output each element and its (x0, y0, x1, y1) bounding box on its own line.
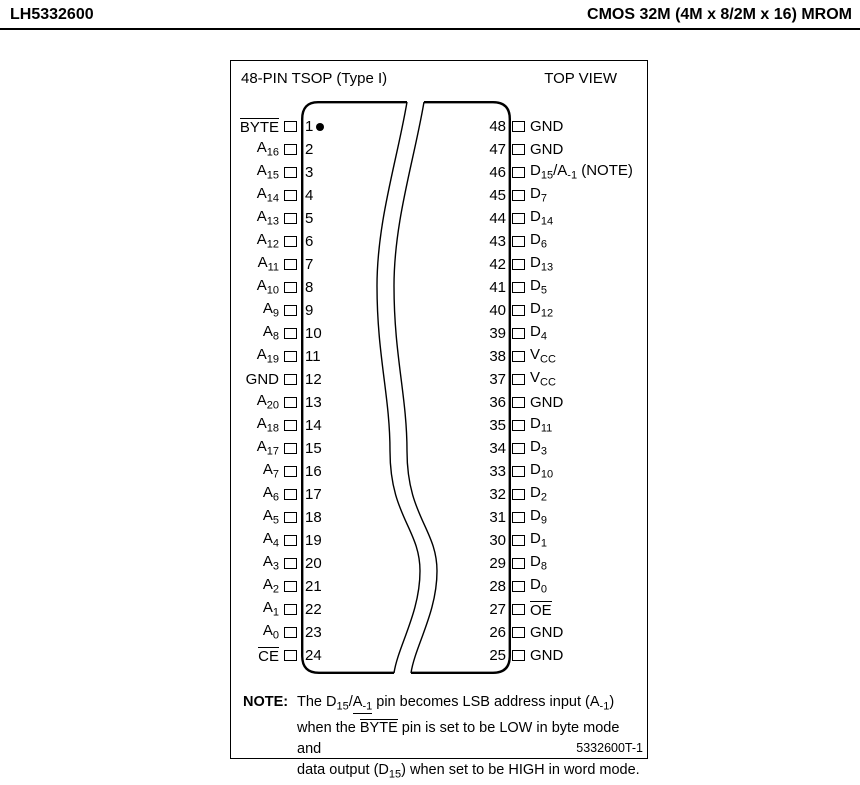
pin-number: 13 (305, 395, 322, 410)
note-text (297, 692, 641, 785)
pin-label: $A_{10}$ (231, 278, 279, 297)
pin-label: $A_8$ (231, 324, 279, 343)
pin-square (512, 213, 525, 224)
break-lines (377, 102, 437, 673)
pin-label: $A_7$ (231, 462, 279, 481)
pin-square (512, 581, 525, 592)
pin-square (284, 466, 297, 477)
pin-square (284, 305, 297, 316)
pin-row (461, 322, 647, 345)
pin-label: $D_6$ (530, 232, 547, 251)
pin-number: 31 (461, 510, 506, 525)
pin-label: $V_{CC}$ (530, 370, 556, 389)
pin-number: 25 (461, 648, 506, 663)
pin-label: $A_0$ (231, 623, 279, 642)
pin-label: GND (530, 625, 563, 640)
pin-label: $A_{15}$ (231, 163, 279, 182)
pin-number: 16 (305, 464, 322, 479)
pin-row (461, 483, 647, 506)
pin-row (461, 575, 647, 598)
package-title: 48-PIN TSOP (Type I) (241, 70, 387, 87)
view-label: TOP VIEW (544, 70, 617, 87)
pin-square (512, 650, 525, 661)
pin-label: $V_{CC}$ (530, 347, 556, 366)
part-number: LH5332600 (10, 6, 94, 24)
pin-number: 10 (305, 326, 322, 341)
pin-row (461, 644, 647, 667)
pin-number: 22 (305, 602, 322, 617)
pin-number: 11 (305, 349, 321, 364)
pin-square (284, 512, 297, 523)
pin-number: 29 (461, 556, 506, 571)
pin-label: $A_4$ (231, 531, 279, 550)
pin-row (461, 437, 647, 460)
pin-row (461, 552, 647, 575)
pin-square (284, 121, 297, 132)
pin-label: $D_{12}$ (530, 301, 553, 320)
pin-square (512, 374, 525, 385)
pin-number: 17 (305, 487, 322, 502)
pin-label: $D_{11}$ (530, 416, 552, 435)
pin-row (231, 322, 371, 345)
pin-number: 46 (461, 165, 506, 180)
pin-number: 39 (461, 326, 506, 341)
note-line: when the BYTE pin is set to be LOW in byte mode and (297, 718, 641, 760)
pin-square (512, 466, 525, 477)
pin-label: $D_3$ (530, 439, 547, 458)
note (243, 692, 641, 785)
pin-number: 34 (461, 441, 506, 456)
pin-row (461, 253, 647, 276)
pin-label: $A_{16}$ (231, 140, 279, 159)
pin-number: 42 (461, 257, 506, 272)
pin-row (231, 506, 371, 529)
pin-row (461, 414, 647, 437)
pin-square (284, 650, 297, 661)
pin-label: $A_{13}$ (231, 209, 279, 228)
pin-number: 35 (461, 418, 506, 433)
pin-row (231, 184, 371, 207)
pin-label: $A_{18}$ (231, 416, 279, 435)
pin-number: 18 (305, 510, 322, 525)
pin-label: $D_7$ (530, 186, 547, 205)
pin-label: $A_{12}$ (231, 232, 279, 251)
pin-square (284, 535, 297, 546)
pin-square (284, 374, 297, 385)
pin-row (231, 391, 371, 414)
pin-number: 43 (461, 234, 506, 249)
pin-number: 12 (305, 372, 322, 387)
pin-row (461, 161, 647, 184)
pin-row (461, 299, 647, 322)
pin-row (461, 207, 647, 230)
pin-number: 8 (305, 280, 313, 295)
pin-square (284, 627, 297, 638)
pin-number: 9 (305, 303, 313, 318)
pin-number: 1 (305, 119, 313, 134)
pin-label: $A_1$ (231, 600, 279, 619)
pin-square (512, 489, 525, 500)
pin-row (461, 276, 647, 299)
pin-row (231, 230, 371, 253)
pin-label: BYTE (231, 118, 279, 136)
pin-square (512, 512, 525, 523)
pin-label: $A_9$ (231, 301, 279, 320)
pin-row (231, 138, 371, 161)
pin-label: $D_1$ (530, 531, 547, 550)
pin-square (512, 236, 525, 247)
pin-row (231, 115, 371, 138)
pin-square (284, 351, 297, 362)
pin-number: 20 (305, 556, 322, 571)
pin1-dot (316, 123, 324, 131)
pin-row (231, 575, 371, 598)
pin-label: GND (530, 142, 563, 157)
pin-square (512, 558, 525, 569)
pin-row (231, 437, 371, 460)
pin-label: $D_2$ (530, 485, 547, 504)
pin-square (284, 420, 297, 431)
pin-square (284, 604, 297, 615)
pin-label: $D_{13}$ (530, 255, 553, 274)
pin-number: 26 (461, 625, 506, 640)
pin-square (512, 167, 525, 178)
pin-label: $D_{15}/A_{-1}$ (NOTE) (530, 163, 633, 182)
pin-square (284, 489, 297, 500)
pin-square (512, 305, 525, 316)
pin-row (461, 391, 647, 414)
right-pin-column (461, 115, 647, 667)
pin-number: 44 (461, 211, 506, 226)
pin-square (512, 420, 525, 431)
pin-square (284, 190, 297, 201)
pin-square (284, 397, 297, 408)
left-pin-column (231, 115, 371, 667)
note-line: The $D_{15}/A_{-1}$ pin becomes LSB address input $(A_{-1})$ (297, 692, 641, 718)
pin-row (231, 253, 371, 276)
pin-number: 23 (305, 625, 322, 640)
pin-row (461, 460, 647, 483)
pin-number: 41 (461, 280, 506, 295)
pin-label: $A_{17}$ (231, 439, 279, 458)
pin-square (284, 236, 297, 247)
pin-square (512, 121, 525, 132)
pin-number: 27 (461, 602, 506, 617)
pin-row (231, 460, 371, 483)
pin-square (284, 558, 297, 569)
pin-row (231, 552, 371, 575)
pin-number: 37 (461, 372, 506, 387)
pin-square (512, 259, 525, 270)
pin-label: $A_{20}$ (231, 393, 279, 412)
pin-square (284, 213, 297, 224)
pin-label: $D_{14}$ (530, 209, 553, 228)
pin-label: OE (530, 601, 552, 619)
pin-row (461, 345, 647, 368)
pin-label: $A_2$ (231, 577, 279, 596)
pin-number: 19 (305, 533, 322, 548)
pin-square (512, 397, 525, 408)
pin-row (231, 598, 371, 621)
pin-row (461, 368, 647, 391)
note-line: data output $(D_{15})$ when set to be HIGH in word mode. (297, 760, 641, 785)
pin-square (512, 190, 525, 201)
pin-square (512, 351, 525, 362)
pin-square (284, 328, 297, 339)
pin-number: 33 (461, 464, 506, 479)
pin-label: $D_4$ (530, 324, 547, 343)
box-title-row (241, 70, 617, 87)
pin-row (231, 207, 371, 230)
pin-number: 30 (461, 533, 506, 548)
pin-square (284, 443, 297, 454)
pin-square (512, 627, 525, 638)
pin-row (231, 368, 371, 391)
pin-label: $A_3$ (231, 554, 279, 573)
pin-row (231, 299, 371, 322)
pin-row (461, 184, 647, 207)
figure-id: 5332600T-1 (576, 741, 643, 755)
pin-square (284, 144, 297, 155)
pin-row (231, 483, 371, 506)
pin-number: 24 (305, 648, 322, 663)
pin-number: 3 (305, 165, 313, 180)
pin-label: $D_{10}$ (530, 462, 553, 481)
pin-label: $A_{11}$ (231, 255, 279, 274)
pin-square (284, 581, 297, 592)
pin-square (284, 259, 297, 270)
pin-row (231, 414, 371, 437)
pin-number: 21 (305, 579, 322, 594)
pin-label: $D_5$ (530, 278, 547, 297)
document-title: CMOS 32M (4M x 8/2M x 16) MROM (587, 6, 852, 24)
pin-row (231, 276, 371, 299)
pin-number: 48 (461, 119, 506, 134)
pin-label: CE (231, 647, 279, 665)
pin-row (461, 598, 647, 621)
pin-label: $D_9$ (530, 508, 547, 527)
pin-row (461, 230, 647, 253)
pin-square (512, 144, 525, 155)
pin-number: 5 (305, 211, 313, 226)
pin-number: 2 (305, 142, 313, 157)
pin-number: 7 (305, 257, 313, 272)
pin-square (284, 282, 297, 293)
pin-number: 28 (461, 579, 506, 594)
pin-label: $D_8$ (530, 554, 547, 573)
pin-row (231, 529, 371, 552)
pin-row (461, 621, 647, 644)
pin-row (231, 644, 371, 667)
pin-row (231, 621, 371, 644)
pin-number: 14 (305, 418, 322, 433)
pin-label: $A_{14}$ (231, 186, 279, 205)
pin-number: 36 (461, 395, 506, 410)
pin-square (512, 535, 525, 546)
pin-row (461, 115, 647, 138)
pin-square (512, 443, 525, 454)
pin-diagram-box (230, 60, 648, 759)
pin-number: 15 (305, 441, 322, 456)
pin-row (231, 161, 371, 184)
pin-label: $A_{19}$ (231, 347, 279, 366)
pin-row (461, 506, 647, 529)
pin-number: 38 (461, 349, 506, 364)
pin-label: $D_0$ (530, 577, 547, 596)
pin-number: 40 (461, 303, 506, 318)
pin-row (461, 529, 647, 552)
pin-square (512, 604, 525, 615)
page-header (0, 0, 860, 30)
pin-number: 47 (461, 142, 506, 157)
pin-number: 6 (305, 234, 313, 249)
pin-label: $A_5$ (231, 508, 279, 527)
pin-square (284, 167, 297, 178)
pin-number: 45 (461, 188, 506, 203)
pin-label: $A_6$ (231, 485, 279, 504)
pin-row (461, 138, 647, 161)
pin-label: GND (530, 119, 563, 134)
pin-square (512, 282, 525, 293)
pin-row (231, 345, 371, 368)
pin-label: GND (530, 648, 563, 663)
pin-label: GND (231, 372, 279, 387)
pin-label: GND (530, 395, 563, 410)
note-label: NOTE: (243, 692, 297, 785)
pin-square (512, 328, 525, 339)
pin-number: 4 (305, 188, 313, 203)
pin-number: 32 (461, 487, 506, 502)
